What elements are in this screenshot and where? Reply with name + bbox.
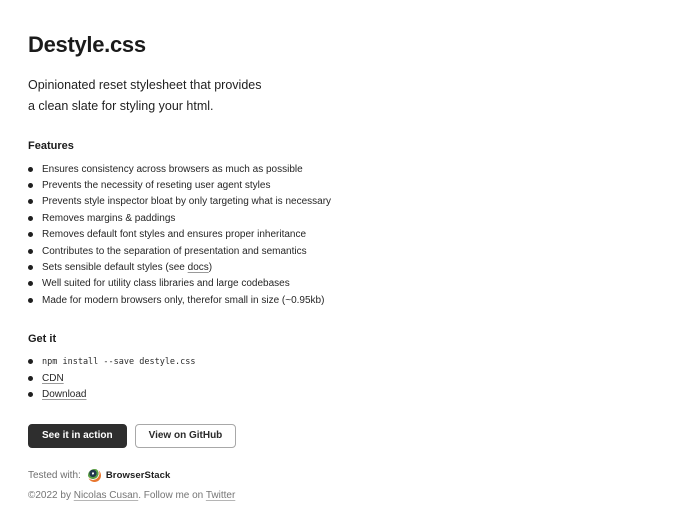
feature-text: Prevents the necessity of reseting user agent styles bbox=[42, 180, 271, 192]
bullet-icon bbox=[28, 392, 33, 397]
bullet-icon bbox=[28, 249, 33, 254]
tested-with-row bbox=[28, 469, 170, 482]
feature-text: Removes default font styles and ensures proper inheritance bbox=[42, 229, 307, 241]
feature-item bbox=[28, 259, 660, 275]
feature-text-suffix: ) bbox=[208, 262, 213, 274]
feature-item bbox=[28, 177, 660, 193]
subtitle-line-2: a clean slate for styling your html. bbox=[28, 99, 214, 113]
feature-text: Well suited for utility class libraries and large codebases bbox=[42, 278, 290, 290]
bullet-icon bbox=[28, 216, 33, 221]
bullet-icon bbox=[28, 298, 33, 303]
copyright-prefix: ©2022 by bbox=[28, 490, 74, 501]
get-it-item bbox=[28, 370, 660, 386]
download-link[interactable]: Download bbox=[42, 388, 87, 400]
action-buttons bbox=[28, 424, 660, 448]
bullet-icon bbox=[28, 265, 33, 270]
see-it-in-action-button[interactable]: See it in action bbox=[28, 424, 127, 448]
bullet-icon bbox=[28, 232, 33, 237]
feature-text-prefix: Sets sensible default styles (see bbox=[42, 262, 188, 274]
feature-item bbox=[28, 276, 660, 292]
feature-item bbox=[28, 227, 660, 243]
bullet-icon bbox=[28, 199, 33, 204]
feature-text: Made for modern browsers only, therefor small in size (~0.95kb) bbox=[42, 294, 325, 306]
npm-install-command: npm install --save destyle.css bbox=[42, 356, 196, 367]
feature-item bbox=[28, 161, 660, 177]
tested-with-label: Tested with: bbox=[28, 470, 81, 481]
cdn-link[interactable]: CDN bbox=[42, 372, 64, 384]
author-link[interactable]: Nicolas Cusan bbox=[73, 490, 139, 501]
subtitle-line-1: Opinionated reset stylesheet that provides bbox=[28, 78, 262, 92]
feature-text: Contributes to the separation of presentation and semantics bbox=[42, 245, 307, 257]
feature-item bbox=[28, 210, 660, 226]
feature-item bbox=[28, 243, 660, 259]
docs-link[interactable]: docs bbox=[187, 262, 209, 274]
feature-text bbox=[42, 262, 212, 273]
feature-item bbox=[28, 194, 660, 210]
feature-text: Removes margins & paddings bbox=[42, 212, 176, 224]
copyright-middle: . Follow me on bbox=[138, 490, 206, 501]
bullet-icon bbox=[28, 359, 33, 364]
get-it-item bbox=[28, 386, 660, 402]
bullet-icon bbox=[28, 167, 33, 172]
features-heading: Features bbox=[28, 140, 74, 152]
bullet-icon bbox=[28, 376, 33, 381]
page-subtitle bbox=[28, 75, 660, 117]
view-on-github-button[interactable]: View on GitHub bbox=[135, 424, 237, 448]
bullet-icon bbox=[28, 183, 33, 188]
bullet-icon bbox=[28, 281, 33, 286]
get-it-item bbox=[28, 354, 660, 370]
copyright bbox=[28, 490, 235, 501]
page-title: Destyle.css bbox=[28, 32, 146, 57]
browserstack-label: BrowserStack bbox=[105, 470, 171, 481]
twitter-link[interactable]: Twitter bbox=[205, 490, 236, 501]
browserstack-icon bbox=[88, 469, 101, 482]
get-it-heading: Get it bbox=[28, 332, 57, 345]
feature-item bbox=[28, 292, 660, 308]
feature-text: Prevents style inspector bloat by only targeting what is necessary bbox=[42, 196, 332, 208]
features-list bbox=[28, 161, 660, 309]
feature-text: Ensures consistency across browsers as much as possible bbox=[42, 163, 303, 175]
get-it-list bbox=[28, 354, 660, 403]
